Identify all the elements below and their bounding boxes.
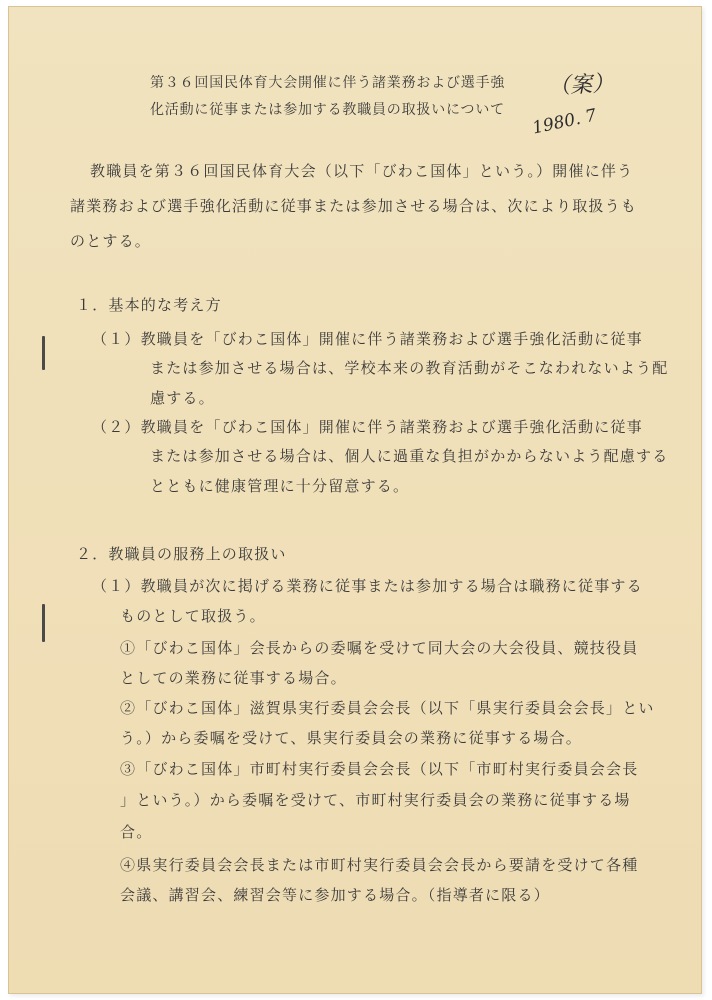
sub-item-2-line-2: う。）から委嘱を受けて、県実行委員会の業務に従事する場合。 <box>120 729 583 747</box>
section-1-item-1-line-2: または参加させる場合は、学校本来の教育活動がそこなわれないよう配 <box>150 359 669 377</box>
document-title-line-1: 第３６回国民体育大会開催に伴う諸業務および選手強 <box>150 75 506 91</box>
sub-item-1-line-2: としての業務に従事する場合。 <box>120 669 347 687</box>
section-1-item-2-line-1: （２）教職員を「びわこ国体」開催に伴う諸業務および選手強化活動に従事 <box>92 418 643 436</box>
section-2-heading: ２．教職員の服務上の取扱い <box>76 545 287 563</box>
section-1-heading: １．基本的な考え方 <box>76 296 222 314</box>
document-title-line-2: 化活動に従事または参加する教職員の取扱いについて <box>150 102 505 118</box>
section-1-item-2-line-2: または参加させる場合は、個人に過重な負担がかからないよう配慮する <box>150 447 669 465</box>
handwritten-date: 1980. 7 <box>530 105 599 139</box>
sub-item-2-line-1: ②「びわこ国体」滋賀県実行委員会会長（以下「県実行委員会会長」とい <box>120 699 655 717</box>
section-1-item-1-line-1: （１）教職員を「びわこ国体」開催に伴う諸業務および選手強化活動に従事 <box>92 330 643 348</box>
binding-mark-lower <box>42 604 45 642</box>
sub-item-3-line-1: ③「びわこ国体」市町村実行委員会会長（以下「市町村実行委員会会長 <box>120 760 639 778</box>
sub-item-3-line-2: 」という。）から委嘱を受けて、市町村実行委員会の業務に従事する場 <box>120 791 631 809</box>
section-2-item-1-line-2: ものとして取扱う。 <box>120 607 266 625</box>
document-page <box>8 6 702 994</box>
section-1-item-2-line-3: とともに健康管理に十分留意する。 <box>150 477 410 495</box>
section-1-item-1-line-3: 慮する。 <box>150 389 215 407</box>
sub-item-3-line-3: 合。 <box>120 823 153 841</box>
sub-item-4-line-2: 会議、講習会、練習会等に参加する場合。（指導者に限る） <box>120 886 550 904</box>
section-2-item-1-line-1: （１）教職員が次に掲げる業務に従事または参加する場合は職務に従事する <box>92 577 643 595</box>
binding-mark-upper <box>42 336 45 370</box>
sub-item-4-line-1: ④県実行委員会会長または市町村実行委員会会長から要請を受けて各種 <box>120 856 639 874</box>
sub-item-1-line-1: ①「びわこ国体」会長からの委嘱を受けて同大会の大会役員、競技役員 <box>120 639 639 657</box>
intro-line-1: 教職員を第３６回国民体育大会（以下「びわこ国体」という。）開催に伴う <box>90 162 634 180</box>
intro-line-2: 諸業務および選手強化活動に従事または参加させる場合は、次により取扱うも <box>70 197 638 215</box>
intro-line-3: のとする。 <box>70 232 152 250</box>
draft-mark: （案） <box>547 71 615 100</box>
